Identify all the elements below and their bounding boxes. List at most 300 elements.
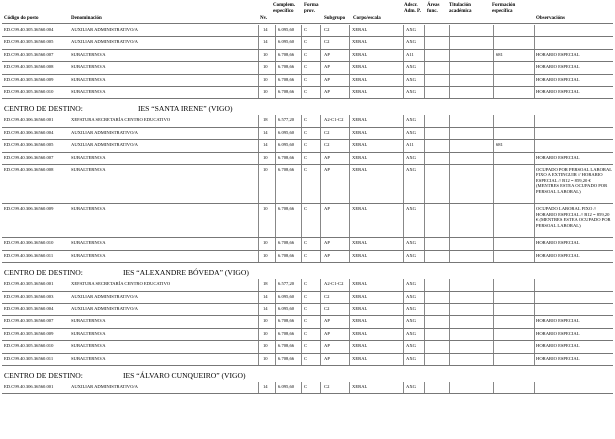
row-provision-form: C — [304, 206, 308, 212]
row-observations: HORARIO ESPECIAL — [536, 51, 580, 57]
column-separator — [301, 153, 302, 164]
column-separator — [534, 238, 535, 249]
row-complement: 6.708,66 — [278, 51, 295, 57]
row-provision-form: C — [304, 27, 308, 32]
row-complement: 6.708,66 — [278, 240, 295, 246]
row-rule — [2, 49, 613, 50]
row-level: 10 — [263, 64, 268, 70]
column-separator — [424, 25, 425, 36]
column-separator — [301, 382, 302, 393]
row-denomination: SUBALTERNO/A — [71, 252, 106, 258]
column-separator — [258, 75, 259, 86]
column-separator — [424, 316, 425, 327]
row-body-scale: XERAL — [352, 167, 368, 172]
column-separator — [275, 354, 276, 365]
column-separator — [449, 341, 450, 352]
row-denomination: AUXILIAR ADMINISTRATIVO/A — [71, 293, 138, 299]
row-complement: 6.095,60 — [278, 142, 295, 148]
row-subgroup: AP — [324, 154, 330, 160]
column-separator — [349, 251, 350, 262]
column-separator — [275, 304, 276, 315]
column-header-codigo: Código do posto — [4, 16, 39, 21]
column-separator — [403, 204, 404, 237]
row-subgroup: C2 — [324, 129, 330, 135]
row-assignment: AXG — [406, 64, 416, 70]
column-header-titulacion: Titulación académica — [449, 3, 472, 14]
column-separator — [258, 25, 259, 36]
row-provision-form: C — [304, 154, 308, 160]
row-assignment: AXG — [406, 206, 416, 212]
column-separator — [320, 140, 321, 151]
row-observations: HORARIO ESPECIAL — [536, 89, 580, 94]
column-separator — [534, 382, 535, 393]
column-separator — [403, 279, 404, 290]
row-level: 14 — [263, 39, 268, 45]
column-separator — [258, 37, 259, 48]
column-header-complemento: Complem. específico — [273, 3, 296, 14]
row-subgroup: AP — [324, 64, 330, 70]
column-separator — [275, 238, 276, 249]
row-code: ED.C99.40.306.36560.007 — [4, 154, 54, 160]
column-separator — [493, 50, 494, 61]
column-separator — [534, 25, 535, 36]
column-separator — [349, 62, 350, 73]
row-subgroup: AP — [324, 343, 330, 349]
row-provision-form: C — [304, 51, 308, 57]
column-separator — [275, 165, 276, 203]
row-body-scale: XERAL — [352, 384, 368, 389]
column-separator — [301, 304, 302, 315]
column-separator — [349, 304, 350, 315]
column-separator — [424, 279, 425, 290]
column-separator — [320, 25, 321, 36]
column-separator — [320, 304, 321, 315]
column-separator — [349, 204, 350, 237]
column-separator — [493, 204, 494, 237]
row-complement: 6.708,66 — [278, 154, 295, 160]
row-assignment: A11 — [406, 51, 414, 57]
row-code: ED.C99.40.305.36560.007 — [4, 51, 54, 57]
column-separator — [534, 341, 535, 352]
column-separator — [403, 316, 404, 327]
column-separator — [349, 75, 350, 86]
column-separator — [449, 165, 450, 203]
row-observations: HORARIO ESPECIAL — [536, 318, 580, 324]
row-level: 10 — [263, 355, 268, 361]
row-denomination: SUBALTERNO/A — [71, 355, 106, 361]
column-header-corpo: Corpo/escala — [353, 16, 381, 21]
column-separator — [449, 37, 450, 48]
column-separator — [534, 316, 535, 327]
column-separator — [275, 251, 276, 262]
row-provision-form: C — [304, 343, 308, 349]
row-code: ED.C99.40.305.36560.005 — [4, 39, 54, 45]
column-separator — [349, 128, 350, 139]
column-separator — [493, 292, 494, 303]
row-rule — [2, 152, 613, 153]
column-separator — [403, 354, 404, 365]
row-complement: 6.577,20 — [278, 117, 295, 123]
column-separator — [449, 251, 450, 262]
column-separator — [301, 75, 302, 86]
column-separator — [301, 50, 302, 61]
row-subgroup: AP — [324, 252, 330, 258]
column-separator — [301, 25, 302, 36]
row-specific-training: 681 — [496, 51, 503, 57]
column-separator — [493, 25, 494, 36]
column-separator — [424, 354, 425, 365]
row-complement: 6.708,66 — [278, 76, 295, 82]
column-separator — [403, 341, 404, 352]
column-separator — [424, 304, 425, 315]
row-denomination: SUBALTERNO/A — [71, 318, 106, 324]
column-separator — [320, 87, 321, 98]
row-specific-training: 681 — [496, 142, 503, 148]
row-code: ED.C99.40.305.36560.009 — [4, 330, 54, 336]
row-observations: HORARIO ESPECIAL — [536, 76, 580, 82]
row-rule — [2, 291, 613, 292]
row-body-scale: XERAL — [352, 39, 368, 45]
column-separator — [534, 153, 535, 164]
row-observations: HORARIO ESPECIAL — [536, 154, 580, 160]
column-separator — [403, 165, 404, 203]
column-separator — [258, 87, 259, 98]
row-body-scale: XERAL — [352, 27, 368, 32]
row-body-scale: XERAL — [352, 154, 368, 160]
row-body-scale: XERAL — [352, 343, 368, 349]
row-level: 14 — [263, 293, 268, 299]
row-complement: 6.708,66 — [278, 252, 295, 258]
row-provision-form: C — [304, 167, 308, 172]
row-code: ED.C99.40.306.36560.005 — [4, 142, 54, 148]
column-separator — [349, 25, 350, 36]
column-separator — [403, 153, 404, 164]
column-separator — [493, 304, 494, 315]
row-level: 18 — [263, 117, 268, 123]
row-assignment: AXG — [406, 154, 416, 160]
row-body-scale: XERAL — [352, 330, 368, 336]
row-denomination: AUXILIAR ADMINISTRATIVO/A — [71, 129, 138, 135]
column-separator — [449, 354, 450, 365]
column-separator — [349, 115, 350, 126]
column-separator — [424, 329, 425, 340]
column-separator — [275, 292, 276, 303]
row-rule — [2, 36, 613, 37]
column-separator — [403, 382, 404, 393]
column-separator — [275, 87, 276, 98]
row-code: ED.C99.40.305.36560.011 — [4, 355, 54, 361]
row-level: 10 — [263, 51, 268, 57]
row-body-scale: XERAL — [352, 117, 368, 123]
row-code: ED.C99.40.305.36560.003 — [4, 293, 54, 299]
column-separator — [449, 62, 450, 73]
row-denomination: AUXILIAR ADMINISTRATIVO/A — [71, 384, 138, 389]
column-separator — [349, 87, 350, 98]
row-subgroup: AP — [324, 167, 330, 172]
row-subgroup: AP — [324, 51, 330, 57]
column-separator — [493, 316, 494, 327]
row-denomination: SUBALTERNO/A — [71, 330, 106, 336]
column-separator — [449, 50, 450, 61]
column-separator — [258, 165, 259, 203]
column-separator — [493, 341, 494, 352]
row-assignment: AXG — [406, 117, 416, 123]
row-denomination: SUBALTERNO/A — [71, 343, 106, 349]
column-separator — [534, 128, 535, 139]
row-assignment: AXG — [406, 39, 416, 45]
row-provision-form: C — [304, 129, 308, 135]
row-subgroup: C2 — [324, 293, 330, 299]
column-separator — [301, 341, 302, 352]
column-separator — [424, 251, 425, 262]
row-rule — [2, 328, 613, 329]
column-header-subgrupo: Subgrupo — [324, 16, 346, 21]
section-label: CENTRO DE DESTINO: — [4, 268, 83, 278]
row-provision-form: C — [304, 330, 308, 336]
column-separator — [449, 87, 450, 98]
row-assignment: AXG — [406, 330, 416, 336]
column-separator — [258, 304, 259, 315]
column-separator — [349, 382, 350, 393]
column-separator — [301, 292, 302, 303]
column-separator — [403, 128, 404, 139]
row-assignment: AXG — [406, 76, 416, 82]
row-provision-form: C — [304, 64, 308, 70]
column-separator — [534, 354, 535, 365]
column-separator — [258, 128, 259, 139]
row-rule — [2, 139, 613, 140]
header-rule — [2, 23, 613, 24]
column-separator — [534, 329, 535, 340]
row-provision-form: C — [304, 39, 308, 45]
row-assignment: AXG — [406, 129, 416, 135]
row-denomination: SUBALTERNO/A — [71, 64, 106, 70]
row-complement: 6.095,60 — [278, 27, 295, 32]
column-separator — [349, 279, 350, 290]
column-separator — [449, 153, 450, 164]
row-rule — [2, 237, 613, 238]
row-provision-form: C — [304, 240, 308, 246]
column-separator — [424, 292, 425, 303]
column-separator — [403, 140, 404, 151]
row-observations: OCUPADO LABORAL FIXO // HORARIO ESPECIAL // B12 = 859,20 € (MENTRES ESTEA OCUPADO POR PERSOAL LABORAL) — [536, 206, 611, 228]
row-level: 10 — [263, 330, 268, 336]
row-denomination: SUBALTERNO/A — [71, 89, 106, 94]
column-separator — [349, 354, 350, 365]
column-separator — [449, 316, 450, 327]
column-separator — [258, 329, 259, 340]
column-separator — [320, 354, 321, 365]
row-provision-form: C — [304, 355, 308, 361]
column-separator — [301, 329, 302, 340]
column-separator — [320, 62, 321, 73]
row-provision-form: C — [304, 281, 308, 287]
column-separator — [320, 251, 321, 262]
row-assignment: AXG — [406, 343, 416, 349]
section-label: CENTRO DE DESTINO: — [4, 371, 83, 380]
column-separator — [424, 238, 425, 249]
column-separator — [258, 292, 259, 303]
row-rule — [2, 86, 613, 87]
row-level: 10 — [263, 167, 268, 172]
row-body-scale: XERAL — [352, 281, 368, 287]
column-separator — [449, 140, 450, 151]
row-denomination: AUXILIAR ADMINISTRATIVO/A — [71, 27, 138, 32]
row-code: ED.C99.40.306.36560.010 — [4, 240, 54, 246]
column-separator — [403, 87, 404, 98]
column-separator — [534, 165, 535, 203]
row-rule — [2, 250, 613, 251]
column-separator — [403, 50, 404, 61]
row-subgroup: AP — [324, 76, 330, 82]
column-separator — [449, 128, 450, 139]
row-denomination: SUBALTERNO/A — [71, 240, 106, 246]
column-separator — [349, 165, 350, 203]
column-separator — [449, 25, 450, 36]
column-separator — [449, 204, 450, 237]
column-separator — [403, 25, 404, 36]
row-assignment: AXG — [406, 27, 416, 32]
column-separator — [301, 115, 302, 126]
row-observations: HORARIO ESPECIAL — [536, 343, 580, 349]
column-separator — [534, 87, 535, 98]
column-separator — [320, 153, 321, 164]
row-subgroup: AP — [324, 206, 330, 212]
column-separator — [424, 341, 425, 352]
row-assignment: AXG — [406, 306, 416, 311]
row-level: 18 — [263, 281, 268, 287]
column-separator — [534, 204, 535, 237]
column-separator — [301, 140, 302, 151]
row-provision-form: C — [304, 89, 308, 94]
column-separator — [301, 87, 302, 98]
column-separator — [258, 153, 259, 164]
row-assignment: AXG — [406, 293, 416, 299]
row-body-scale: XERAL — [352, 51, 368, 57]
row-level: 14 — [263, 142, 268, 148]
row-subgroup: A2-C1-C2 — [324, 117, 344, 123]
row-denomination: XEFATURA SECRETARÍA CENTRO EDUCATIVO — [71, 117, 171, 123]
row-subgroup: C2 — [324, 142, 330, 148]
row-code: ED.C99.40.305.36560.004 — [4, 27, 54, 32]
row-assignment: A11 — [406, 142, 414, 148]
column-separator — [320, 204, 321, 237]
row-subgroup: AP — [324, 318, 330, 324]
column-separator — [301, 354, 302, 365]
column-separator — [403, 37, 404, 48]
column-separator — [301, 165, 302, 203]
column-separator — [301, 238, 302, 249]
row-body-scale: XERAL — [352, 89, 368, 94]
row-complement: 6.708,66 — [278, 64, 295, 70]
row-body-scale: XERAL — [352, 355, 368, 361]
row-subgroup: C2 — [324, 306, 330, 311]
row-code: ED.C99.40.305.36560.010 — [4, 343, 54, 349]
row-code: ED.C99.40.305.36560.010 — [4, 89, 54, 94]
column-separator — [424, 37, 425, 48]
column-separator — [320, 292, 321, 303]
row-observations: OCUPADO POR PERSOAL LABORAL FIXO A EXTINGUIR // HORARIO ESPECIAL // B12 = 859,20 € (MENTRES ESTEA OCUPADO POR PERSOAL LABORAL) — [536, 167, 612, 194]
row-provision-form: C — [304, 76, 308, 82]
column-separator — [493, 329, 494, 340]
column-separator — [493, 75, 494, 86]
column-separator — [493, 37, 494, 48]
column-separator — [403, 251, 404, 262]
column-separator — [493, 153, 494, 164]
column-separator — [275, 140, 276, 151]
row-assignment: AXG — [406, 281, 416, 287]
column-separator — [320, 75, 321, 86]
row-body-scale: XERAL — [352, 293, 368, 299]
column-separator — [449, 304, 450, 315]
row-body-scale: XERAL — [352, 76, 368, 82]
row-rule — [2, 340, 613, 341]
row-rule — [2, 365, 613, 366]
column-separator — [258, 251, 259, 262]
row-complement: 6.095,60 — [278, 39, 295, 45]
column-separator — [403, 329, 404, 340]
row-level: 14 — [263, 384, 268, 389]
row-code: ED.C99.40.305.36560.007 — [4, 318, 54, 324]
column-separator — [258, 341, 259, 352]
row-assignment: AXG — [406, 252, 416, 258]
column-separator — [258, 204, 259, 237]
row-level: 14 — [263, 129, 268, 135]
row-observations: HORARIO ESPECIAL — [536, 355, 580, 361]
column-separator — [493, 354, 494, 365]
column-separator — [301, 279, 302, 290]
column-separator — [258, 279, 259, 290]
column-separator — [320, 341, 321, 352]
column-separator — [275, 153, 276, 164]
row-complement: 6.577,20 — [278, 281, 295, 287]
column-separator — [275, 204, 276, 237]
row-denomination: AUXILIAR ADMINISTRATIVO/A — [71, 306, 138, 311]
column-separator — [258, 140, 259, 151]
column-separator — [403, 115, 404, 126]
column-separator — [493, 62, 494, 73]
section-center-name: IES “SANTA IRENE” (VIGO) — [138, 104, 233, 114]
row-observations: HORARIO ESPECIAL — [536, 252, 580, 258]
row-assignment: AXG — [406, 318, 416, 324]
column-header-observacions: Observacións — [536, 16, 565, 21]
row-level: 10 — [263, 252, 268, 258]
section-label: CENTRO DE DESTINO: — [4, 104, 83, 114]
column-separator — [424, 115, 425, 126]
column-separator — [301, 128, 302, 139]
row-assignment: AXG — [406, 355, 416, 361]
column-separator — [493, 279, 494, 290]
column-separator — [534, 62, 535, 73]
row-denomination: AUXILIAR ADMINISTRATIVO/A — [71, 142, 138, 148]
row-denomination: SUBALTERNO/A — [71, 76, 106, 82]
column-separator — [424, 75, 425, 86]
row-level: 10 — [263, 240, 268, 246]
column-separator — [275, 115, 276, 126]
row-level: 10 — [263, 343, 268, 349]
column-separator — [449, 329, 450, 340]
column-separator — [349, 238, 350, 249]
row-level: 10 — [263, 89, 268, 94]
row-body-scale: XERAL — [352, 142, 368, 148]
column-separator — [275, 37, 276, 48]
row-code: ED.C99.40.306.36560.008 — [4, 167, 54, 172]
column-separator — [424, 87, 425, 98]
row-rule — [2, 393, 613, 394]
column-separator — [301, 251, 302, 262]
column-separator — [301, 316, 302, 327]
column-separator — [275, 25, 276, 36]
